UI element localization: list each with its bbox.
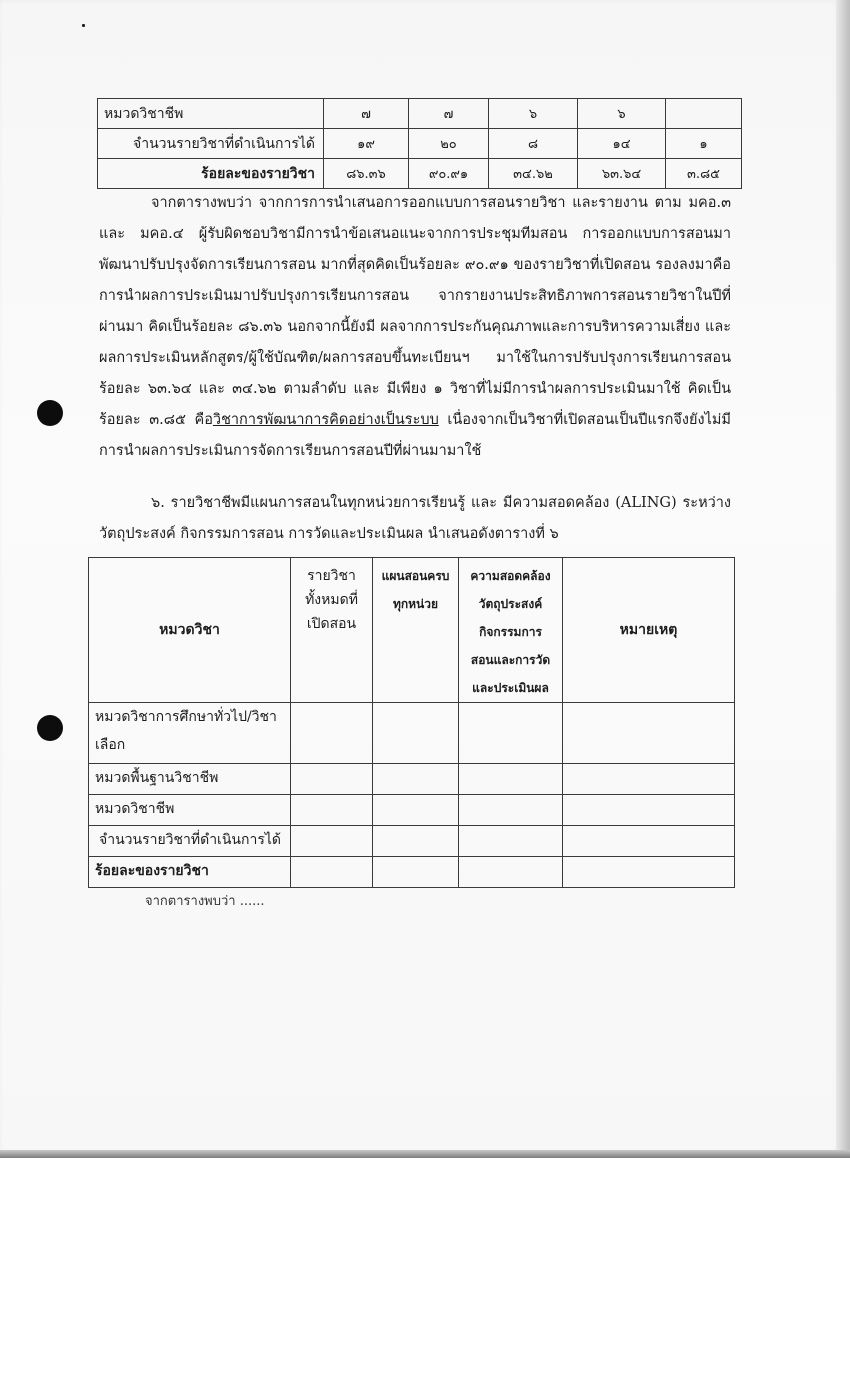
table-cell — [563, 826, 735, 857]
table-cell — [563, 703, 735, 764]
header-line: และประเมินผล — [472, 681, 549, 695]
punch-hole-bottom — [37, 715, 63, 741]
table-row — [89, 795, 735, 826]
table-cell: ๗ — [409, 99, 489, 129]
header-complete-plans — [373, 558, 459, 703]
table-cell — [291, 857, 373, 888]
table-cell: ๒๐ — [409, 129, 489, 159]
table-cell — [291, 764, 373, 795]
table-cell — [373, 857, 459, 888]
table-cell — [373, 703, 459, 764]
row-label-line: เลือก — [95, 737, 126, 753]
table-cell — [459, 764, 563, 795]
punch-hole-top — [37, 400, 63, 426]
header-line: สอนและการวัด — [470, 653, 551, 667]
table-cell: ๘ — [489, 129, 578, 159]
table-cell: ๑๔ — [578, 129, 666, 159]
table-cell — [459, 703, 563, 764]
row-label-line: หมวดวิชาการศึกษาทั่วไป/วิชา — [95, 709, 277, 725]
alignment-table — [88, 557, 735, 888]
header-line: ทุกหน่วย — [392, 597, 439, 611]
table-row — [98, 99, 742, 129]
table-cell — [291, 826, 373, 857]
trailing-summary-text: จากตารางพบว่า ...... — [145, 894, 265, 909]
table-cell: ๑ — [666, 129, 742, 159]
table-cell — [459, 857, 563, 888]
page-bottom-edge — [0, 1150, 850, 1158]
table-cell — [291, 703, 373, 764]
table-cell — [373, 826, 459, 857]
table-row — [89, 703, 735, 764]
table-cell — [373, 795, 459, 826]
row-label: จำนวนรายวิชาที่ดำเนินการได้ — [89, 826, 291, 857]
header-alignment — [459, 558, 563, 703]
table-cell — [459, 795, 563, 826]
page-right-edge — [836, 0, 850, 1158]
table-cell — [563, 857, 735, 888]
row-label: หมวดวิชาชีพ — [89, 795, 291, 826]
header-line: ความสอดคล้อง — [470, 569, 551, 583]
summary-paragraph — [99, 188, 731, 467]
table-cell — [563, 795, 735, 826]
header-line: ทั้งหมดที่ — [305, 592, 358, 608]
row-label — [89, 703, 291, 764]
header-total-courses — [291, 558, 373, 703]
table-cell: ๓๔.๖๒ — [489, 159, 578, 189]
underlined-course-name: วิชาการพัฒนาการคิดอย่างเป็นระบบ — [212, 412, 439, 428]
header-line: รายวิชา — [307, 568, 356, 584]
table-cell — [459, 826, 563, 857]
paragraph-text: เนื่องจากเป็นวิชาที่เปิดสอนเป็นปีแรกจึงยังไม่มีการนำผลการประเมินการจัดการเรียนการสอนปีที่ผ่านมามาใช้ — [99, 412, 731, 459]
table-cell: ๙๐.๙๑ — [409, 159, 489, 189]
table-cell: ๖ — [578, 99, 666, 129]
table-row — [89, 857, 735, 888]
table-cell — [666, 99, 742, 129]
table-cell: ๑๙ — [324, 129, 409, 159]
row-label: หมวดพื้นฐานวิชาชีพ — [89, 764, 291, 795]
row-label: จำนวนรายวิชาที่ดำเนินการได้ — [98, 129, 324, 159]
section-6-paragraph — [99, 488, 731, 550]
header-line: กิจกรรมการ — [479, 625, 542, 639]
header-line: แผนสอนครบ — [381, 569, 450, 583]
header-category: หมวดวิชา — [89, 558, 291, 703]
table-cell — [291, 795, 373, 826]
header-line: วัตถุประสงค์ — [478, 597, 543, 611]
table-cell — [563, 764, 735, 795]
table-row — [98, 129, 742, 159]
table-cell: ๖๓.๖๔ — [578, 159, 666, 189]
header-remarks: หมายเหตุ — [563, 558, 735, 703]
summary-table — [97, 98, 742, 189]
header-line: เปิดสอน — [306, 616, 357, 632]
table-row — [89, 826, 735, 857]
row-label: ร้อยละของรายวิชา — [89, 857, 291, 888]
table-cell: ๓.๘๕ — [666, 159, 742, 189]
paragraph-text: จากตารางพบว่า จากการการนำเสนอการออกแบบการสอนรายวิชา และรายงาน ตาม มคอ.๓ และ มคอ.๔ ผู้รับผิดชอบวิชามีการนำข้อเสนอแนะจากการประชุมทีมสอน การออกแบบการสอนมาพัฒนาปรับปรุงจัดการเรียนการสอน มากที่สุดคิดเป็นร้อยละ ๙๐.๙๑ ของรายวิชาที่เปิดสอน รองลงมาคือการนำผลการประเมินมาปรับปรุงการเรียนการสอน จากรายงานประสิทธิภาพการสอนรายวิชาในปีที่ผ่านมา คิดเป็นร้อยละ ๘๖.๓๖ นอกจากนี้ยังมี ผลจากการประกันคุณภาพและการบริหารความเสี่ยง และ ผลการประเมินหลักสูตร/ผู้ใช้บัณฑิต/ผลการสอบขึ้นทะเบียนฯ มาใช้ในการปรับปรุงการเรียนการสอน ร้อยละ ๖๓.๖๔ และ ๓๔.๖๒ ตามลำดับ และ มีเพียง ๑ วิชาที่ไม่มีการนำผลการประเมินมาใช้ คิดเป็นร้อยละ ๓.๘๕ คือ — [99, 195, 731, 428]
table-cell: ๗ — [324, 99, 409, 129]
row-label: หมวดวิชาชีพ — [98, 99, 324, 129]
table-cell: ๘๖.๓๖ — [324, 159, 409, 189]
table-row — [98, 159, 742, 189]
table-row — [89, 764, 735, 795]
table-header-row — [89, 558, 735, 703]
scan-speck — [82, 24, 85, 27]
table-cell: ๖ — [489, 99, 578, 129]
table-cell — [373, 764, 459, 795]
paragraph-text: ๖. รายวิชาชีพมีแผนการสอนในทุกหน่วยการเรียนรู้ และ มีความสอดคล้อง (ALING) ระหว่างวัตถุประสงค์ กิจกรรมการสอน การวัดและประเมินผล นำเสนอดังตารางที่ ๖ — [99, 495, 731, 542]
row-label: ร้อยละของรายวิชา — [98, 159, 324, 189]
